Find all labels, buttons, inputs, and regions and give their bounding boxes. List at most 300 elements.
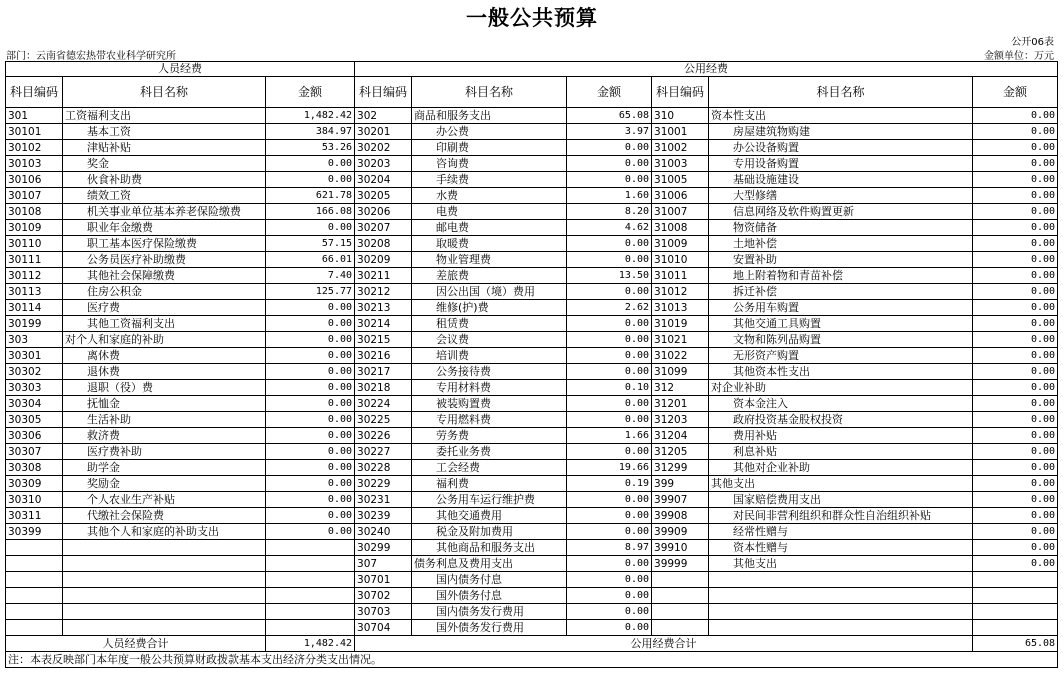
- item-amount: 0.00: [973, 204, 1058, 220]
- item-amount: 0.00: [567, 284, 652, 300]
- item-name: 国内债务发行费用: [412, 604, 567, 620]
- item-name: 水费: [412, 188, 567, 204]
- item-name: 国家赔偿费用支出: [709, 492, 973, 508]
- item-code: 31019: [652, 316, 709, 332]
- item-code: 30301: [6, 348, 63, 364]
- item-code: [6, 556, 63, 572]
- item-code: 30309: [6, 476, 63, 492]
- personnel-total-value: 1,482.42: [266, 636, 355, 652]
- item-name: 其他社会保障缴费: [63, 268, 266, 284]
- item-amount: 0.00: [973, 124, 1058, 140]
- item-code: 31204: [652, 428, 709, 444]
- item-name: 其他支出: [709, 556, 973, 572]
- item-code: 30229: [355, 476, 412, 492]
- item-code: 30203: [355, 156, 412, 172]
- item-code: 30303: [6, 380, 63, 396]
- item-name: 抚恤金: [63, 396, 266, 412]
- item-amount: 0.00: [973, 540, 1058, 556]
- item-code: 303: [6, 332, 63, 348]
- table-row: [6, 124, 1058, 140]
- table-row: [6, 556, 1058, 572]
- item-amount: 0.00: [567, 252, 652, 268]
- item-code: 310: [652, 108, 709, 124]
- item-name: 个人农业生产补贴: [63, 492, 266, 508]
- item-code: 30207: [355, 220, 412, 236]
- item-amount: 2.62: [567, 300, 652, 316]
- item-code: [6, 604, 63, 620]
- item-name: [63, 604, 266, 620]
- table-row: [6, 284, 1058, 300]
- item-code: 39910: [652, 540, 709, 556]
- item-code: 302: [355, 108, 412, 124]
- item-name: 被装购置费: [412, 396, 567, 412]
- budget-table: [5, 61, 1058, 668]
- item-code: 39909: [652, 524, 709, 540]
- item-amount: 3.97: [567, 124, 652, 140]
- item-code: 30109: [6, 220, 63, 236]
- item-name: 债务利息及费用支出: [412, 556, 567, 572]
- item-name: 其他对企业补助: [709, 460, 973, 476]
- item-amount: 0.00: [266, 412, 355, 428]
- item-name: 专用燃料费: [412, 412, 567, 428]
- item-code: 30225: [355, 412, 412, 428]
- column-header-name: 科目名称: [412, 77, 567, 108]
- item-code: 30399: [6, 524, 63, 540]
- item-name: [709, 572, 973, 588]
- item-code: 31005: [652, 172, 709, 188]
- item-code: 31002: [652, 140, 709, 156]
- item-name: 物业管理费: [412, 252, 567, 268]
- item-code: 30308: [6, 460, 63, 476]
- department-label: 部门：云南省德宏热带农业科学研究所: [6, 51, 176, 62]
- public-total-value: 65.08: [973, 636, 1058, 652]
- item-amount: 1,482.42: [266, 108, 355, 124]
- item-name: 离休费: [63, 348, 266, 364]
- item-name: 基础设施建设: [709, 172, 973, 188]
- item-name: 津贴补贴: [63, 140, 266, 156]
- item-code: 30215: [355, 332, 412, 348]
- table-row: [6, 268, 1058, 284]
- item-amount: 0.00: [266, 316, 355, 332]
- item-code: 30310: [6, 492, 63, 508]
- item-name: 国内债务付息: [412, 572, 567, 588]
- item-code: 30112: [6, 268, 63, 284]
- table-row: [6, 188, 1058, 204]
- table-row: [6, 172, 1058, 188]
- item-name: 资本金注入: [709, 396, 973, 412]
- item-name: 其他支出: [709, 476, 973, 492]
- item-code: [6, 572, 63, 588]
- item-name: 其他商品和服务支出: [412, 540, 567, 556]
- column-header-code: 科目编码: [6, 77, 63, 108]
- item-amount: 13.50: [567, 268, 652, 284]
- item-name: 公务用车运行维护费: [412, 492, 567, 508]
- item-name: 委托业务费: [412, 444, 567, 460]
- item-amount: 0.00: [266, 428, 355, 444]
- item-amount: 0.00: [567, 236, 652, 252]
- item-code: 31021: [652, 332, 709, 348]
- item-code: 30704: [355, 620, 412, 636]
- item-amount: 0.00: [567, 492, 652, 508]
- item-amount: 0.00: [973, 108, 1058, 124]
- item-name: 奖励金: [63, 476, 266, 492]
- item-name: 伙食补助费: [63, 172, 266, 188]
- item-name: 基本工资: [63, 124, 266, 140]
- item-name: 费用补贴: [709, 428, 973, 444]
- item-name: 退休费: [63, 364, 266, 380]
- item-name: 医疗费: [63, 300, 266, 316]
- item-amount: 0.00: [567, 316, 652, 332]
- item-amount: 0.00: [973, 236, 1058, 252]
- item-amount: 0.00: [266, 476, 355, 492]
- item-name: 劳务费: [412, 428, 567, 444]
- public-section-header: 公用经费: [355, 62, 1058, 77]
- item-code: 30208: [355, 236, 412, 252]
- item-name: 国外债务付息: [412, 588, 567, 604]
- table-row: [6, 540, 1058, 556]
- item-amount: [266, 620, 355, 636]
- table-row: [6, 620, 1058, 636]
- column-header-code: 科目编码: [355, 77, 412, 108]
- item-code: [652, 588, 709, 604]
- item-code: 31205: [652, 444, 709, 460]
- item-amount: [266, 588, 355, 604]
- item-code: 30299: [355, 540, 412, 556]
- item-amount: 0.00: [973, 364, 1058, 380]
- item-amount: 384.97: [266, 124, 355, 140]
- item-code: 31007: [652, 204, 709, 220]
- item-name: 对企业补助: [709, 380, 973, 396]
- item-code: 30702: [355, 588, 412, 604]
- item-code: [6, 588, 63, 604]
- table-row: [6, 412, 1058, 428]
- item-amount: 57.15: [266, 236, 355, 252]
- item-amount: 0.00: [266, 380, 355, 396]
- item-code: 31013: [652, 300, 709, 316]
- item-name: 工会经费: [412, 460, 567, 476]
- item-code: 30108: [6, 204, 63, 220]
- item-name: 对民间非营利组织和群众性自治组织补贴: [709, 508, 973, 524]
- item-code: 31010: [652, 252, 709, 268]
- item-code: 31022: [652, 348, 709, 364]
- column-header-amount: 金额: [266, 77, 355, 108]
- item-amount: [266, 556, 355, 572]
- item-code: 307: [355, 556, 412, 572]
- item-amount: 0.00: [973, 140, 1058, 156]
- item-name: 助学金: [63, 460, 266, 476]
- form-number: 公开06表: [1011, 37, 1054, 48]
- item-code: 30216: [355, 348, 412, 364]
- item-amount: 0.00: [567, 604, 652, 620]
- item-code: 31201: [652, 396, 709, 412]
- item-amount: 166.08: [266, 204, 355, 220]
- item-code: 30201: [355, 124, 412, 140]
- item-code: 30211: [355, 268, 412, 284]
- item-name: 救济费: [63, 428, 266, 444]
- item-amount: 0.00: [266, 492, 355, 508]
- item-code: 31009: [652, 236, 709, 252]
- personnel-section-header: 人员经费: [6, 62, 355, 77]
- item-name: [709, 604, 973, 620]
- item-amount: 0.19: [567, 476, 652, 492]
- item-code: 30205: [355, 188, 412, 204]
- item-amount: 0.00: [567, 620, 652, 636]
- item-amount: 0.00: [567, 524, 652, 540]
- item-amount: 0.00: [973, 524, 1058, 540]
- item-code: 30231: [355, 492, 412, 508]
- item-amount: 0.00: [266, 508, 355, 524]
- item-amount: [973, 588, 1058, 604]
- page-title: 一般公共预算: [466, 6, 598, 30]
- item-name: 信息网络及软件购置更新: [709, 204, 973, 220]
- item-code: 30213: [355, 300, 412, 316]
- item-amount: [266, 572, 355, 588]
- item-amount: 7.40: [266, 268, 355, 284]
- item-code: 31008: [652, 220, 709, 236]
- table-row: [6, 380, 1058, 396]
- item-amount: 0.00: [973, 412, 1058, 428]
- item-name: 其他交通工具购置: [709, 316, 973, 332]
- item-amount: 1.60: [567, 188, 652, 204]
- item-amount: 66.01: [266, 252, 355, 268]
- item-amount: 0.00: [567, 364, 652, 380]
- item-name: 租赁费: [412, 316, 567, 332]
- item-name: 商品和服务支出: [412, 108, 567, 124]
- column-header-code: 科目编码: [652, 77, 709, 108]
- table-row: [6, 604, 1058, 620]
- item-amount: 0.00: [567, 156, 652, 172]
- item-code: 39999: [652, 556, 709, 572]
- item-name: 差旅费: [412, 268, 567, 284]
- item-code: 31099: [652, 364, 709, 380]
- item-name: 其他工资福利支出: [63, 316, 266, 332]
- item-code: [652, 620, 709, 636]
- item-amount: 0.00: [266, 396, 355, 412]
- item-code: 30114: [6, 300, 63, 316]
- item-code: 312: [652, 380, 709, 396]
- item-code: 30217: [355, 364, 412, 380]
- item-code: 31299: [652, 460, 709, 476]
- item-name: 职工基本医疗保险缴费: [63, 236, 266, 252]
- item-code: 30240: [355, 524, 412, 540]
- item-amount: 0.00: [266, 524, 355, 540]
- item-amount: 0.00: [973, 444, 1058, 460]
- table-row: [6, 108, 1058, 124]
- item-amount: 19.66: [567, 460, 652, 476]
- item-amount: 0.00: [266, 348, 355, 364]
- item-amount: 0.00: [266, 444, 355, 460]
- item-name: 税金及附加费用: [412, 524, 567, 540]
- item-amount: 0.00: [973, 300, 1058, 316]
- item-amount: 0.00: [973, 380, 1058, 396]
- item-code: 30204: [355, 172, 412, 188]
- item-amount: 0.00: [973, 188, 1058, 204]
- item-code: 30307: [6, 444, 63, 460]
- item-code: 30107: [6, 188, 63, 204]
- item-amount: 4.62: [567, 220, 652, 236]
- item-name: 代缴社会保险费: [63, 508, 266, 524]
- item-code: 30239: [355, 508, 412, 524]
- note-row: [6, 652, 1058, 668]
- item-amount: 0.00: [973, 172, 1058, 188]
- item-name: 退职（役）费: [63, 380, 266, 396]
- item-amount: 0.00: [973, 252, 1058, 268]
- item-name: 培训费: [412, 348, 567, 364]
- item-code: 30703: [355, 604, 412, 620]
- item-code: 30224: [355, 396, 412, 412]
- item-amount: 0.00: [266, 332, 355, 348]
- public-total-label: 公用经费合计: [355, 636, 973, 652]
- item-name: 会议费: [412, 332, 567, 348]
- item-amount: 0.00: [973, 508, 1058, 524]
- item-name: 利息补贴: [709, 444, 973, 460]
- item-amount: 0.00: [266, 172, 355, 188]
- item-name: 奖金: [63, 156, 266, 172]
- item-name: 福利费: [412, 476, 567, 492]
- item-code: 30214: [355, 316, 412, 332]
- personnel-total-label: 人员经费合计: [6, 636, 266, 652]
- item-name: 房屋建筑物购建: [709, 124, 973, 140]
- item-amount: 0.00: [266, 364, 355, 380]
- item-name: 资本性支出: [709, 108, 973, 124]
- item-code: 30304: [6, 396, 63, 412]
- item-name: [63, 572, 266, 588]
- item-code: 30212: [355, 284, 412, 300]
- item-code: 39908: [652, 508, 709, 524]
- item-name: 无形资产购置: [709, 348, 973, 364]
- item-name: 职业年金缴费: [63, 220, 266, 236]
- item-code: [6, 540, 63, 556]
- item-name: 电费: [412, 204, 567, 220]
- item-name: 生活补助: [63, 412, 266, 428]
- item-name: 其他资本性支出: [709, 364, 973, 380]
- item-name: [709, 588, 973, 604]
- item-name: 物资储备: [709, 220, 973, 236]
- column-header-amount: 金额: [973, 77, 1058, 108]
- item-code: 31003: [652, 156, 709, 172]
- table-row: [6, 300, 1058, 316]
- item-amount: 125.77: [266, 284, 355, 300]
- table-row: [6, 252, 1058, 268]
- item-amount: 0.00: [973, 476, 1058, 492]
- item-name: 印刷费: [412, 140, 567, 156]
- table-row: [6, 396, 1058, 412]
- section-header-row: [6, 62, 1058, 77]
- table-row: [6, 588, 1058, 604]
- item-amount: 0.00: [973, 396, 1058, 412]
- table-row: [6, 156, 1058, 172]
- item-amount: 0.00: [973, 492, 1058, 508]
- item-code: [6, 620, 63, 636]
- table-row: [6, 428, 1058, 444]
- item-name: [63, 540, 266, 556]
- item-code: 30199: [6, 316, 63, 332]
- item-amount: 0.10: [567, 380, 652, 396]
- item-name: 其他交通费用: [412, 508, 567, 524]
- table-row: [6, 492, 1058, 508]
- item-amount: 0.00: [973, 316, 1058, 332]
- column-header-name: 科目名称: [63, 77, 266, 108]
- item-code: 30113: [6, 284, 63, 300]
- item-code: 30209: [355, 252, 412, 268]
- item-code: 30701: [355, 572, 412, 588]
- item-name: 公务用车购置: [709, 300, 973, 316]
- item-name: 办公设备购置: [709, 140, 973, 156]
- totals-row: [6, 636, 1058, 652]
- item-amount: 0.00: [567, 508, 652, 524]
- table-row: [6, 476, 1058, 492]
- item-amount: 0.00: [973, 220, 1058, 236]
- item-code: 30106: [6, 172, 63, 188]
- item-code: 30311: [6, 508, 63, 524]
- item-code: 31012: [652, 284, 709, 300]
- item-name: [63, 620, 266, 636]
- table-row: [6, 524, 1058, 540]
- item-code: 31006: [652, 188, 709, 204]
- item-name: 文物和陈列品购置: [709, 332, 973, 348]
- item-code: 30226: [355, 428, 412, 444]
- item-amount: 0.00: [266, 460, 355, 476]
- table-row: [6, 444, 1058, 460]
- item-amount: 0.00: [973, 156, 1058, 172]
- item-amount: 0.00: [567, 444, 652, 460]
- item-amount: 0.00: [567, 172, 652, 188]
- item-amount: 0.00: [973, 556, 1058, 572]
- table-row: [6, 140, 1058, 156]
- item-name: [63, 556, 266, 572]
- item-name: 工资福利支出: [63, 108, 266, 124]
- item-code: 30103: [6, 156, 63, 172]
- item-amount: 621.78: [266, 188, 355, 204]
- item-code: 30111: [6, 252, 63, 268]
- item-amount: 65.08: [567, 108, 652, 124]
- item-name: 对个人和家庭的补助: [63, 332, 266, 348]
- item-amount: 0.00: [973, 428, 1058, 444]
- item-name: 咨询费: [412, 156, 567, 172]
- item-amount: 0.00: [567, 588, 652, 604]
- table-row: [6, 364, 1058, 380]
- item-name: 资本性赠与: [709, 540, 973, 556]
- item-amount: 0.00: [266, 300, 355, 316]
- item-code: 30202: [355, 140, 412, 156]
- item-name: 住房公积金: [63, 284, 266, 300]
- column-header-name: 科目名称: [709, 77, 973, 108]
- item-name: 地上附着物和青苗补偿: [709, 268, 973, 284]
- item-code: 30302: [6, 364, 63, 380]
- item-amount: 0.00: [567, 140, 652, 156]
- item-name: 因公出国（境）费用: [412, 284, 567, 300]
- item-code: 31203: [652, 412, 709, 428]
- table-row: [6, 572, 1058, 588]
- item-name: [709, 620, 973, 636]
- item-name: 其他个人和家庭的补助支出: [63, 524, 266, 540]
- item-name: 大型修缮: [709, 188, 973, 204]
- item-code: 30102: [6, 140, 63, 156]
- item-amount: 53.26: [266, 140, 355, 156]
- item-amount: 0.00: [567, 412, 652, 428]
- item-amount: 0.00: [567, 556, 652, 572]
- table-row: [6, 236, 1058, 252]
- item-name: 取暖费: [412, 236, 567, 252]
- item-name: 政府投资基金股权投资: [709, 412, 973, 428]
- item-amount: [266, 540, 355, 556]
- item-code: 30306: [6, 428, 63, 444]
- table-note: 注：本表反映部门本年度一般公共预算财政拨款基本支出经济分类支出情况。: [6, 652, 1058, 668]
- table-row: [6, 332, 1058, 348]
- item-code: [652, 572, 709, 588]
- item-name: [63, 588, 266, 604]
- item-name: 公务员医疗补助缴费: [63, 252, 266, 268]
